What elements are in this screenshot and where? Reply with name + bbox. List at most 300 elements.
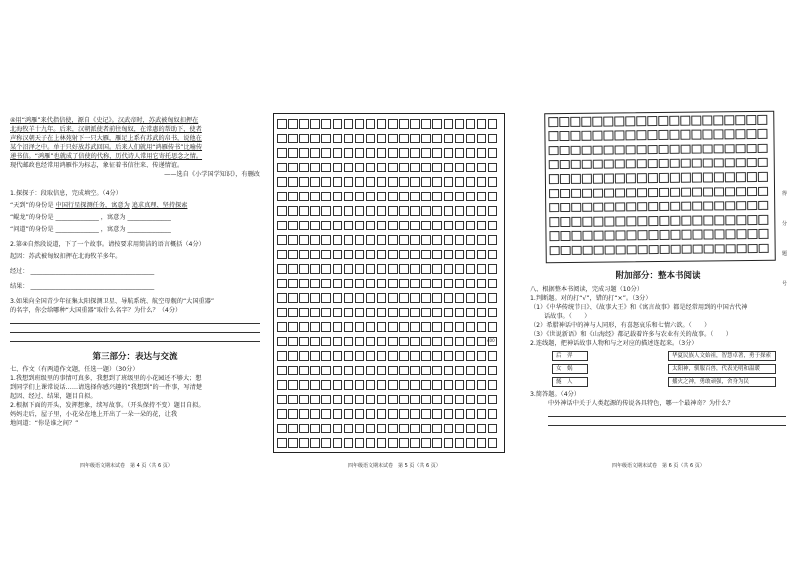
grid-cell[interactable] [310,177,320,187]
grid-cell[interactable] [366,395,376,405]
grid-cell[interactable] [333,308,343,318]
grid-cell[interactable] [647,116,657,126]
grid-cell[interactable] [604,145,614,155]
grid-cell[interactable] [444,351,454,361]
grid-cell[interactable] [444,192,454,202]
grid-cell[interactable] [477,264,487,274]
grid-cell[interactable] [399,293,409,303]
grid-cell[interactable] [626,159,636,169]
grid-cell[interactable] [466,264,476,274]
grid-cell[interactable] [670,230,680,240]
grid-cell[interactable] [444,119,454,129]
grid-cell[interactable] [299,409,309,419]
grid-cell[interactable] [377,206,387,216]
grid-cell[interactable] [277,308,287,318]
grid-cell[interactable] [747,144,757,154]
grid-cell[interactable] [321,235,331,245]
grid-cell[interactable] [421,322,431,332]
grid-cell[interactable] [681,187,691,197]
grid-cell[interactable] [366,192,376,202]
grid-cell[interactable] [366,148,376,158]
grid-cell[interactable] [477,380,487,390]
grid-cell[interactable] [680,116,690,126]
grid-cell[interactable] [713,115,723,125]
grid-cell[interactable] [704,244,714,254]
grid-cell[interactable] [388,119,398,129]
grid-cell[interactable] [355,395,365,405]
grid-cell[interactable] [388,250,398,260]
grid-cell[interactable] [399,119,409,129]
grid-cell[interactable] [355,279,365,289]
grid-cell[interactable] [299,134,309,144]
grid-cell[interactable] [604,202,614,212]
grid-cell[interactable] [399,235,409,245]
grid-cell[interactable] [277,438,287,448]
grid-cell[interactable] [466,134,476,144]
grid-cell[interactable] [399,424,409,434]
grid-cell[interactable] [288,293,298,303]
grid-cell[interactable] [714,230,724,240]
grid-cell[interactable] [725,187,735,197]
grid-cell[interactable] [488,235,498,245]
grid-cell[interactable] [410,192,420,202]
grid-cell[interactable] [377,221,387,231]
answer-line[interactable] [548,417,786,426]
grid-cell[interactable] [277,264,287,274]
grid-cell[interactable] [627,245,637,255]
grid-cell[interactable] [637,145,647,155]
grid-cell[interactable] [747,201,757,211]
grid-cell[interactable] [477,337,487,347]
grid-cell[interactable] [444,206,454,216]
grid-cell[interactable] [637,173,647,183]
grid-cell[interactable] [432,351,442,361]
grid-cell[interactable] [466,351,476,361]
grid-cell[interactable] [614,116,624,126]
grid-cell[interactable] [333,235,343,245]
grid-cell[interactable] [377,134,387,144]
grid-cell[interactable] [421,177,431,187]
grid-cell[interactable] [310,206,320,216]
grid-cell[interactable] [559,131,569,141]
grid-cell[interactable] [682,244,692,254]
grid-cell[interactable] [455,351,465,361]
grid-cell[interactable] [444,366,454,376]
grid-cell[interactable] [377,293,387,303]
grid-cell[interactable] [615,145,625,155]
grid-cell[interactable] [321,264,331,274]
grid-cell[interactable] [681,173,691,183]
grid-cell[interactable] [310,438,320,448]
grid-cell[interactable] [466,192,476,202]
grid-cell[interactable] [477,163,487,173]
grid-cell[interactable] [299,221,309,231]
grid-cell[interactable] [560,174,570,184]
grid-cell[interactable] [388,279,398,289]
grid-cell[interactable] [277,409,287,419]
grid-cell[interactable] [692,216,702,226]
grid-cell[interactable] [421,221,431,231]
grid-cell[interactable] [747,229,757,239]
grid-cell[interactable] [299,119,309,129]
grid-cell[interactable] [388,148,398,158]
grid-cell[interactable] [432,206,442,216]
grid-cell[interactable] [455,366,465,376]
grid-cell[interactable] [355,148,365,158]
grid-cell[interactable] [659,173,669,183]
grid-cell[interactable] [321,206,331,216]
grid-cell[interactable] [355,192,365,202]
grid-cell[interactable] [637,202,647,212]
grid-cell[interactable] [388,322,398,332]
grid-cell[interactable] [615,159,625,169]
grid-cell[interactable] [603,131,613,141]
grid-cell[interactable] [366,134,376,144]
grid-cell[interactable] [466,308,476,318]
grid-cell[interactable] [488,351,498,361]
grid-cell[interactable] [366,424,376,434]
grid-cell[interactable] [626,173,636,183]
grid-cell[interactable] [703,144,713,154]
grid-cell[interactable] [399,366,409,376]
grid-cell[interactable] [488,308,498,318]
grid-cell[interactable] [333,409,343,419]
grid-cell[interactable] [310,308,320,318]
grid-cell[interactable] [625,116,635,126]
grid-cell[interactable] [377,395,387,405]
grid-cell[interactable] [310,264,320,274]
grid-cell[interactable] [466,221,476,231]
grid-cell[interactable] [724,130,734,140]
grid-cell[interactable] [388,221,398,231]
grid-cell[interactable] [366,409,376,419]
grid-cell[interactable] [410,380,420,390]
grid-cell[interactable] [377,409,387,419]
grid-cell[interactable] [455,293,465,303]
grid-cell[interactable] [333,438,343,448]
grid-cell[interactable] [288,177,298,187]
grid-cell[interactable] [477,308,487,318]
grid-cell[interactable] [299,206,309,216]
grid-cell[interactable] [310,119,320,129]
grid-cell[interactable] [488,206,498,216]
grid-cell[interactable] [344,351,354,361]
grid-cell[interactable] [388,163,398,173]
grid-cell[interactable] [355,134,365,144]
grid-cell[interactable] [466,337,476,347]
grid-cell[interactable] [626,231,636,241]
grid-cell[interactable] [702,130,712,140]
grid-cell[interactable] [758,201,768,211]
grid-cell[interactable] [444,279,454,289]
grid-cell[interactable] [333,250,343,260]
grid-cell[interactable] [321,134,331,144]
grid-cell[interactable] [421,380,431,390]
grid-cell[interactable] [549,174,559,184]
grid-cell[interactable] [560,188,570,198]
grid-cell[interactable] [321,221,331,231]
grid-cell[interactable] [321,250,331,260]
grid-cell[interactable] [477,177,487,187]
grid-cell[interactable] [399,438,409,448]
grid-cell[interactable] [299,192,309,202]
grid-cell[interactable] [659,145,669,155]
grid-cell[interactable] [444,337,454,347]
grid-cell[interactable] [333,148,343,158]
grid-cell[interactable] [355,337,365,347]
grid-cell[interactable] [659,216,669,226]
grid-cell[interactable] [321,424,331,434]
grid-cell[interactable] [444,409,454,419]
grid-cell[interactable] [388,235,398,245]
grid-cell[interactable] [399,221,409,231]
grid-cell[interactable] [388,337,398,347]
grid-cell[interactable] [377,424,387,434]
grid-cell[interactable] [277,250,287,260]
grid-cell[interactable] [344,250,354,260]
grid-cell[interactable] [432,148,442,158]
grid-cell[interactable] [388,293,398,303]
grid-cell[interactable] [377,380,387,390]
grid-cell[interactable] [366,177,376,187]
grid-cell[interactable] [366,119,376,129]
grid-cell[interactable] [748,244,758,254]
grid-cell[interactable] [288,351,298,361]
grid-cell[interactable] [747,186,757,196]
grid-cell[interactable] [377,119,387,129]
grid-cell[interactable] [477,351,487,361]
grid-cell[interactable] [615,188,625,198]
grid-cell[interactable] [466,424,476,434]
grid-cell[interactable] [560,160,570,170]
grid-cell[interactable] [388,409,398,419]
grid-cell[interactable] [377,235,387,245]
grid-cell[interactable] [615,231,625,241]
grid-cell[interactable] [466,293,476,303]
grid-cell[interactable] [746,129,756,139]
grid-cell[interactable] [432,119,442,129]
grid-cell[interactable] [321,322,331,332]
grid-cell[interactable] [736,215,746,225]
grid-cell[interactable] [388,177,398,187]
grid-cell[interactable] [466,250,476,260]
grid-cell[interactable] [299,293,309,303]
grid-cell[interactable] [299,177,309,187]
grid-cell[interactable] [477,148,487,158]
grid-cell[interactable] [277,424,287,434]
grid-cell[interactable] [410,134,420,144]
grid-cell[interactable] [703,158,713,168]
grid-cell[interactable] [377,148,387,158]
grid-cell[interactable] [432,264,442,274]
grid-cell[interactable] [399,409,409,419]
grid-cell[interactable] [344,221,354,231]
grid-cell[interactable] [277,351,287,361]
grid-cell[interactable] [377,337,387,347]
grid-cell[interactable] [725,230,735,240]
grid-cell[interactable] [466,380,476,390]
grid-cell[interactable] [488,163,498,173]
grid-cell[interactable] [432,322,442,332]
grid-cell[interactable] [638,245,648,255]
grid-cell[interactable] [410,206,420,216]
grid-cell[interactable] [410,308,420,318]
grid-cell[interactable] [421,409,431,419]
grid-cell[interactable] [466,409,476,419]
grid-cell[interactable] [488,221,498,231]
grid-cell[interactable] [321,380,331,390]
grid-cell[interactable] [692,144,702,154]
grid-cell[interactable] [288,438,298,448]
grid-cell[interactable] [399,163,409,173]
grid-cell[interactable] [421,119,431,129]
grid-cell[interactable] [477,366,487,376]
grid-cell[interactable] [560,203,570,213]
grid-cell[interactable] [410,235,420,245]
grid-cell[interactable] [421,395,431,405]
grid-cell[interactable] [410,250,420,260]
grid-cell[interactable] [582,188,592,198]
grid-cell[interactable] [399,380,409,390]
grid-cell[interactable] [681,230,691,240]
grid-cell[interactable] [277,293,287,303]
grid-cell[interactable] [466,177,476,187]
grid-cell[interactable] [488,380,498,390]
grid-cell[interactable] [366,366,376,376]
grid-cell[interactable] [736,158,746,168]
grid-cell[interactable] [549,146,559,156]
grid-cell[interactable] [477,206,487,216]
grid-cell[interactable] [288,134,298,144]
grid-cell[interactable] [399,192,409,202]
grid-cell[interactable] [333,322,343,332]
grid-cell[interactable] [615,202,625,212]
grid-cell[interactable] [548,131,558,141]
grid-cell[interactable] [321,351,331,361]
grid-cell[interactable] [432,438,442,448]
grid-cell[interactable] [648,145,658,155]
grid-cell[interactable] [377,192,387,202]
grid-cell[interactable] [759,244,769,254]
grid-cell[interactable] [692,230,702,240]
match-right-item[interactable]: 太阳神，驯服百兽，代表光明和温暖 [668,364,776,374]
grid-cell[interactable] [355,221,365,231]
grid-cell[interactable] [388,308,398,318]
grid-cell[interactable] [333,134,343,144]
grid-cell[interactable] [388,438,398,448]
grid-cell[interactable] [277,322,287,332]
grid-cell[interactable] [277,235,287,245]
grid-cell[interactable] [594,245,604,255]
grid-cell[interactable] [659,187,669,197]
grid-cell[interactable] [736,201,746,211]
grid-cell[interactable] [421,163,431,173]
grid-cell[interactable] [399,308,409,318]
grid-cell[interactable] [757,115,767,125]
grid-cell[interactable] [333,395,343,405]
grid-cell[interactable] [725,158,735,168]
grid-cell[interactable] [310,250,320,260]
answer-line[interactable] [548,408,786,417]
grid-cell[interactable] [715,244,725,254]
grid-cell[interactable] [604,174,614,184]
grid-cell[interactable] [310,351,320,361]
grid-cell[interactable] [288,380,298,390]
grid-cell[interactable] [669,130,679,140]
grid-cell[interactable] [288,308,298,318]
grid-cell[interactable] [455,424,465,434]
grid-cell[interactable] [321,308,331,318]
grid-cell[interactable] [758,215,768,225]
grid-cell[interactable] [714,158,724,168]
grid-cell[interactable] [455,308,465,318]
grid-cell[interactable] [344,438,354,448]
grid-cell[interactable] [488,395,498,405]
grid-cell[interactable] [444,380,454,390]
grid-cell[interactable] [421,366,431,376]
grid-cell[interactable] [560,146,570,156]
grid-cell[interactable] [681,201,691,211]
grid-cell[interactable] [288,337,298,347]
grid-cell[interactable] [724,115,734,125]
grid-cell[interactable] [333,337,343,347]
grid-cell[interactable] [488,177,498,187]
grid-cell[interactable] [692,158,702,168]
grid-cell[interactable] [455,264,465,274]
grid-cell[interactable] [277,163,287,173]
grid-cell[interactable] [692,187,702,197]
grid-cell[interactable] [637,159,647,169]
grid-cell[interactable] [477,192,487,202]
grid-cell[interactable] [366,221,376,231]
grid-cell[interactable] [321,366,331,376]
grid-cell[interactable] [344,424,354,434]
grid-cell[interactable] [713,130,723,140]
grid-cell[interactable] [488,279,498,289]
grid-cell[interactable] [310,235,320,245]
grid-cell[interactable] [455,177,465,187]
grid-cell[interactable] [477,395,487,405]
answer-line[interactable] [10,315,260,324]
grid-cell[interactable] [310,192,320,202]
match-left-item[interactable]: 燧 人 [552,377,588,387]
grid-cell[interactable] [299,308,309,318]
grid-cell[interactable] [333,221,343,231]
grid-cell[interactable] [703,230,713,240]
grid-cell[interactable] [581,131,591,141]
grid-cell[interactable] [466,395,476,405]
grid-cell[interactable] [366,337,376,347]
grid-cell[interactable] [344,366,354,376]
grid-cell[interactable] [432,366,442,376]
grid-cell[interactable] [388,366,398,376]
grid-cell[interactable] [321,279,331,289]
grid-cell[interactable] [355,119,365,129]
grid-cell[interactable] [466,366,476,376]
grid-cell[interactable] [455,395,465,405]
grid-cell[interactable] [366,293,376,303]
grid-cell[interactable] [548,117,558,127]
grid-cell[interactable] [466,235,476,245]
grid-cell[interactable] [410,177,420,187]
grid-cell[interactable] [277,119,287,129]
grid-cell[interactable] [648,159,658,169]
grid-cell[interactable] [410,264,420,274]
grid-cell[interactable] [299,395,309,405]
grid-cell[interactable] [344,293,354,303]
grid-cell[interactable] [455,235,465,245]
grid-cell[interactable] [388,424,398,434]
